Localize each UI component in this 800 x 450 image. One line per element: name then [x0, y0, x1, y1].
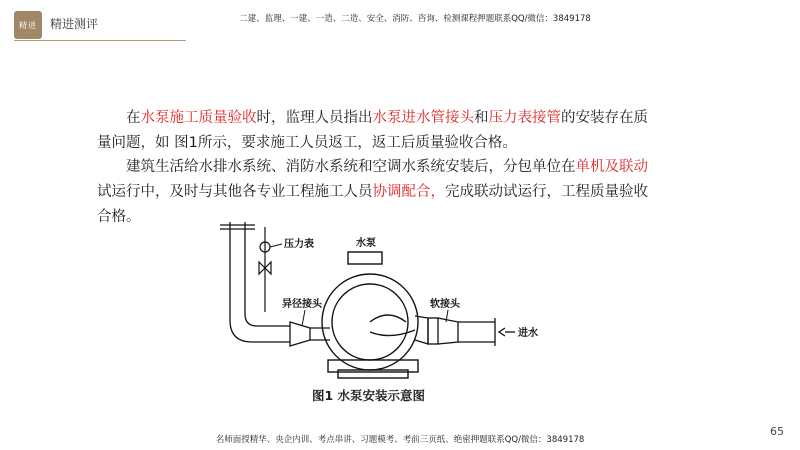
body-text: 的安装存在质量问题，如 图1所示，要求施工人员返工，返工后质量验收合格。 — [97, 110, 648, 151]
body-text: 和 — [474, 110, 489, 126]
highlighted-text: 协调配合， — [372, 184, 445, 200]
flexible-joint-label: 软接头 — [430, 299, 460, 310]
inlet-pipe — [415, 316, 495, 346]
paragraph-1 — [97, 106, 657, 156]
highlighted-text: 水泵施工质量验收 — [140, 110, 257, 126]
logo-text: 精进 — [19, 20, 37, 30]
pump-label: 水泵 — [356, 238, 376, 249]
brand-logo — [14, 11, 42, 39]
page-number: 65 — [770, 425, 784, 438]
body-text: 建筑生活给水排水系统、消防水系统和空调水系统安装后，分包单位在 — [126, 159, 576, 175]
paragraph-2 — [97, 155, 657, 230]
pump-installation-diagram — [210, 222, 540, 382]
inlet-arrow — [499, 328, 515, 336]
pump-body — [322, 252, 418, 378]
body-text: 时，监理人员指出 — [256, 110, 373, 126]
bottom-banner: 名师面授精华、央企内训、考点串讲、习题模考、考前三页纸、绝密押题联系QQ/微信：3849178 — [215, 435, 585, 445]
brand-name: 精进测评 — [50, 17, 99, 31]
top-banner: 二建、监理、一建、一造、二造、安全、消防、咨询、检测课程押题联系QQ/微信：3849178 — [239, 14, 591, 24]
highlighted-text: 水泵进水管接头 — [372, 110, 474, 126]
body-text: 在 — [126, 110, 141, 126]
highlighted-text: 单机及联动 — [575, 159, 648, 175]
brand-divider — [14, 40, 186, 41]
discharge-pipe — [220, 222, 290, 342]
highlighted-text: 压力表接管 — [488, 110, 561, 126]
pressure-gauge-label: 压力表 — [284, 239, 314, 250]
body-text: 完成联动试运行，工程质量验收合格。 — [97, 184, 648, 225]
figure-caption: 图1 水泵安装示意图 — [312, 388, 426, 403]
inlet-label: 进水 — [518, 328, 538, 339]
body-text: 试运行中，及时与其他各专业工程施工人员 — [97, 184, 373, 200]
pressure-gauge-branch — [259, 227, 271, 312]
reducer-label: 异径接头 — [282, 299, 322, 310]
